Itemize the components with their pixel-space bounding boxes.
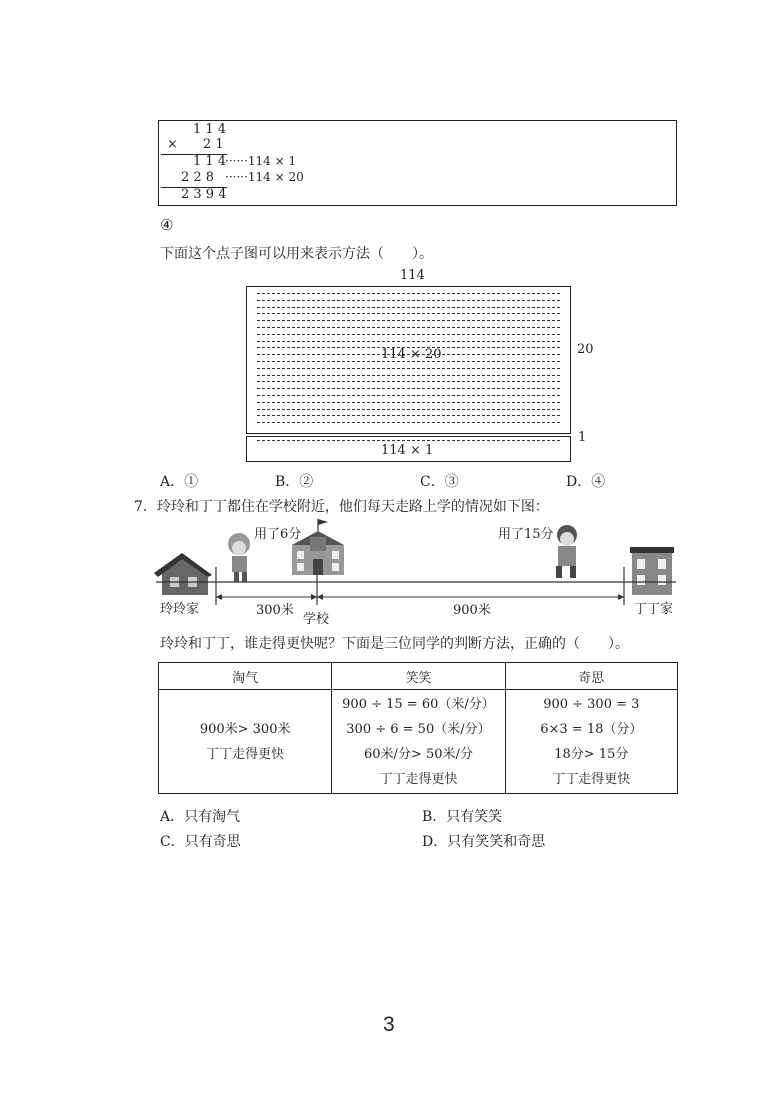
mult-row3: 1 1 4 bbox=[193, 154, 227, 169]
q6-option-c[interactable]: C．③ bbox=[420, 474, 459, 490]
q7-option-b[interactable]: B．只有笑笑 bbox=[422, 809, 503, 825]
dot-row bbox=[257, 375, 560, 376]
dist-300: 300米 bbox=[254, 599, 296, 618]
dot-row bbox=[257, 415, 560, 416]
q6-option-d[interactable]: D．④ bbox=[566, 474, 606, 490]
dot-row bbox=[257, 368, 560, 369]
label-school: 学校 bbox=[303, 612, 330, 627]
dingding-house-icon bbox=[630, 547, 674, 595]
q6-prompt: 下面这个点子图可以用来表示方法（ ）。 bbox=[160, 246, 433, 262]
q7-option-a[interactable]: A．只有淘气 bbox=[160, 809, 241, 825]
dot-diagram-top-label: 114 bbox=[400, 268, 425, 283]
dot-diagram-small bbox=[246, 436, 571, 462]
dot-row bbox=[257, 307, 560, 308]
dot-row bbox=[257, 388, 560, 389]
dot-row bbox=[257, 381, 560, 382]
table-header-qisi: 奇思 bbox=[505, 663, 677, 690]
page-number: 3 bbox=[383, 1013, 395, 1036]
q6-marker: ④ bbox=[160, 216, 174, 234]
dot-row bbox=[257, 422, 560, 423]
dot-diagram-big bbox=[246, 286, 571, 434]
mult-note-1: ······114 × 1 bbox=[225, 154, 297, 168]
route-illustration bbox=[150, 515, 690, 620]
mult-row5: 2 3 9 4 bbox=[181, 187, 227, 202]
mult-row1: 1 1 4 bbox=[193, 122, 227, 137]
table-cell-xiaoxiao: 900 ÷ 15 = 60（米/分） 300 ÷ 6 = 50（米/分） 60米/分> 50米/分 丁丁走得更快 bbox=[332, 690, 505, 794]
table-header-taoqi: 淘气 bbox=[159, 663, 332, 690]
lingling-girl-icon bbox=[228, 533, 250, 582]
q7-option-d[interactable]: D．只有笑笑和奇思 bbox=[422, 834, 546, 850]
dot-diagram-small-label: 114 × 1 bbox=[381, 443, 434, 458]
dot-row bbox=[257, 395, 560, 396]
q6-option-b[interactable]: B．② bbox=[275, 474, 314, 490]
q7-option-c[interactable]: C．只有奇思 bbox=[160, 834, 241, 850]
dot-row bbox=[257, 320, 560, 321]
dot-row bbox=[257, 402, 560, 403]
dot-row bbox=[257, 409, 560, 410]
q7-question: 玲玲和丁丁，谁走得更快呢？下面是三位同学的判断方法，正确的（ ）。 bbox=[160, 636, 629, 652]
dot-row bbox=[257, 327, 560, 328]
label-lingling-home: 玲玲家 bbox=[160, 602, 200, 617]
mult-row2: 2 1 bbox=[203, 137, 224, 152]
q6-option-a[interactable]: A．① bbox=[160, 474, 199, 490]
dot-row bbox=[257, 313, 560, 314]
dot-row bbox=[257, 293, 560, 294]
table-cell-taoqi: 900米> 300米 丁丁走得更快 bbox=[159, 690, 332, 794]
methods-table bbox=[158, 662, 678, 794]
mult-row4: 2 2 8 bbox=[181, 170, 215, 185]
label-dingding-home: 丁丁家 bbox=[634, 602, 674, 617]
lingling-house-icon bbox=[154, 553, 212, 595]
mult-note-2: ······114 × 20 bbox=[225, 170, 304, 184]
mult-sign: × bbox=[167, 137, 178, 152]
dot-row bbox=[257, 341, 560, 342]
dot-diagram-right-label-1: 1 bbox=[578, 430, 587, 445]
used-time-right: 用了15分 bbox=[498, 527, 554, 542]
multiplication-box bbox=[158, 120, 677, 206]
dot-diagram-right-label-20: 20 bbox=[577, 342, 594, 357]
q7-stem: 7．玲玲和丁丁都住在学校附近，他们每天走路上学的情况如下图： bbox=[134, 499, 549, 515]
dingding-boy-icon bbox=[556, 525, 577, 578]
dot-row bbox=[257, 300, 560, 301]
table-header-xiaoxiao: 笑笑 bbox=[332, 663, 505, 690]
dot-row bbox=[257, 440, 560, 441]
dot-diagram-big-label: 114 × 20 bbox=[381, 347, 442, 362]
used-time-left: 用了6分 bbox=[254, 527, 302, 542]
dist-900: 900米 bbox=[451, 599, 493, 618]
dot-row bbox=[257, 334, 560, 335]
table-cell-qisi: 900 ÷ 300 = 3 6×3 = 18（分） 18分> 15分 丁丁走得更快 bbox=[505, 690, 677, 794]
